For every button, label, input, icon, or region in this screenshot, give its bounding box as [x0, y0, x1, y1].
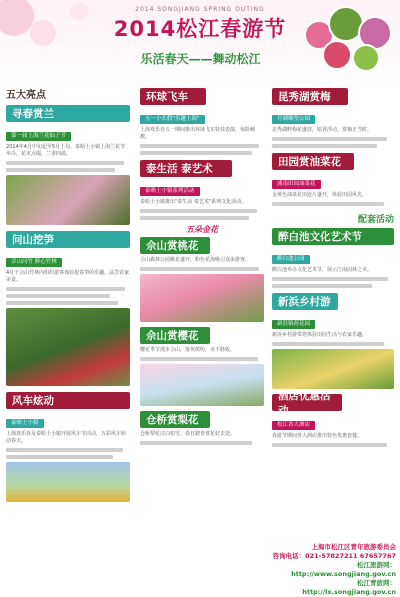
- section-title: 寻春赏兰: [6, 105, 130, 122]
- footer: [266, 543, 396, 597]
- section-title: 昆秀湖赏梅: [272, 88, 348, 105]
- section-description: 上海欢乐谷及泰晤士小镇开展风车节活动，五彩风车转动春天。: [6, 431, 127, 444]
- windmill-photo: [6, 462, 130, 502]
- section-title: 酒店优惠活动: [272, 394, 342, 411]
- bamboo-photo: [6, 308, 130, 386]
- section-title: 新浜乡村游: [272, 293, 338, 310]
- blossom-decoration: [70, 2, 88, 20]
- section-subtitle: 新浜镇荷花园: [272, 320, 315, 329]
- section-bamboo: [6, 231, 130, 386]
- phone: 咨询电话：021-57827211 67657767: [272, 552, 396, 560]
- section-title: 醉白池文化艺术节: [272, 228, 394, 245]
- section-description: 昆秀湖畔梅花盛放，暗香浮动，赏梅正当时。: [272, 127, 373, 133]
- section-subtitle: 松江各大酒店: [272, 421, 315, 430]
- section-description: 4月于佘山竹林内组织游客体验挖春笋的乐趣，品尝农家美食。: [6, 270, 130, 283]
- section-description: 2014年4月中旬起至5月上旬，泰晤士小镇上海兰花节举办，花木点缀，兰香四溢。: [6, 144, 126, 157]
- section-hotel: [272, 389, 394, 447]
- section-description: 金黄色油菜花田连片盛开，体验田园风光。: [272, 192, 368, 198]
- section-xinbang: [272, 293, 394, 389]
- middle-column: [140, 88, 264, 445]
- section-description: 泰晤士小镇推出"泰生活 泰艺术"系列文化活动。: [140, 199, 247, 205]
- section-cherry: [140, 327, 264, 406]
- section-title: 佘山赏桃花: [140, 237, 210, 254]
- photo-collage: [302, 6, 394, 72]
- header: [0, 0, 400, 84]
- main-title: 2014松江春游节: [113, 17, 287, 41]
- section-subtitle: 第一届上海兰花仙子节: [6, 132, 71, 141]
- section-title: 问山挖笋: [6, 231, 130, 248]
- section-subtitle: 浦南田园油菜花: [272, 180, 321, 189]
- supporting-heading: 配套活动: [357, 215, 394, 225]
- blossom-decoration: [0, 0, 34, 36]
- website-link[interactable]: 松江青旅网：http://lx.songjiang.gov.cn: [302, 579, 396, 596]
- village-photo: [272, 349, 394, 389]
- section-description: 仓桥梨花洁白如雪，春日踏青赏花好去处。: [140, 431, 236, 437]
- section-flying-car: [140, 88, 264, 155]
- peach-photo: [140, 274, 264, 322]
- section-description: 樱花季节漫步佘山，落英缤纷，美不胜收。: [140, 347, 236, 353]
- right-column: [272, 88, 394, 447]
- section-description: 上海欢乐谷五一期间推出环球飞车特技表演，惊险刺激。: [140, 127, 256, 140]
- section-description: 佘山森林公园桃花盛开，粉色花海吸引众多游客。: [140, 257, 251, 263]
- section-peach: [140, 237, 264, 322]
- five-flowers-calligraphy: 五朵金花: [186, 225, 218, 234]
- section-rapeseed: [272, 153, 394, 206]
- orchid-photo: [6, 175, 130, 225]
- highlights-heading: 五大亮点: [6, 90, 46, 101]
- section-subtitle: 泰晤士小镇: [6, 419, 44, 428]
- section-title: 田园赏油菜花: [272, 153, 354, 170]
- section-plum: [272, 88, 394, 148]
- slogan: 乐活春天——舞动松江: [140, 52, 261, 66]
- section-subtitle: 五一小长假"乐趣上海": [140, 115, 205, 124]
- section-orchid: [6, 105, 130, 225]
- section-pear: [140, 411, 264, 445]
- blossom-decoration: [30, 20, 56, 46]
- section-windmill: [6, 392, 130, 502]
- section-description: 醉白池举办文化艺术节，展示江南园林之美。: [272, 267, 373, 273]
- section-thai-life: [140, 160, 264, 220]
- section-subtitle: 泰晤士小镇系列活动: [140, 187, 200, 196]
- section-zuibaichi: [272, 228, 394, 288]
- section-title: 仓桥赏梨花: [140, 411, 210, 428]
- cherry-photo: [140, 364, 264, 406]
- section-subtitle: 佘山问竹 醉心竹林: [6, 258, 62, 267]
- section-title: 泰生活 泰艺术: [140, 160, 232, 177]
- website-link[interactable]: 松江旅游网：http://www.songjiang.gov.cn: [291, 561, 396, 578]
- section-subtitle: 醉白池公园: [272, 255, 310, 264]
- section-description: 春游节期间各大酒店推出特色优惠套餐。: [272, 433, 363, 439]
- header-subtitle: 2014 SONGJIANG SPRING OUTING: [135, 6, 265, 13]
- section-title: 环球飞车: [140, 88, 206, 105]
- organizer: 上海市松江区青年旅游委员会: [311, 543, 396, 551]
- section-title: 风车炫动: [6, 392, 130, 409]
- section-description: 新浜乡村游带您体验田园生活与农家乐趣。: [272, 332, 368, 338]
- section-title: 佘山赏樱花: [140, 327, 210, 344]
- left-column: [6, 86, 130, 502]
- section-subtitle: 月湖雕塑公园: [272, 115, 315, 124]
